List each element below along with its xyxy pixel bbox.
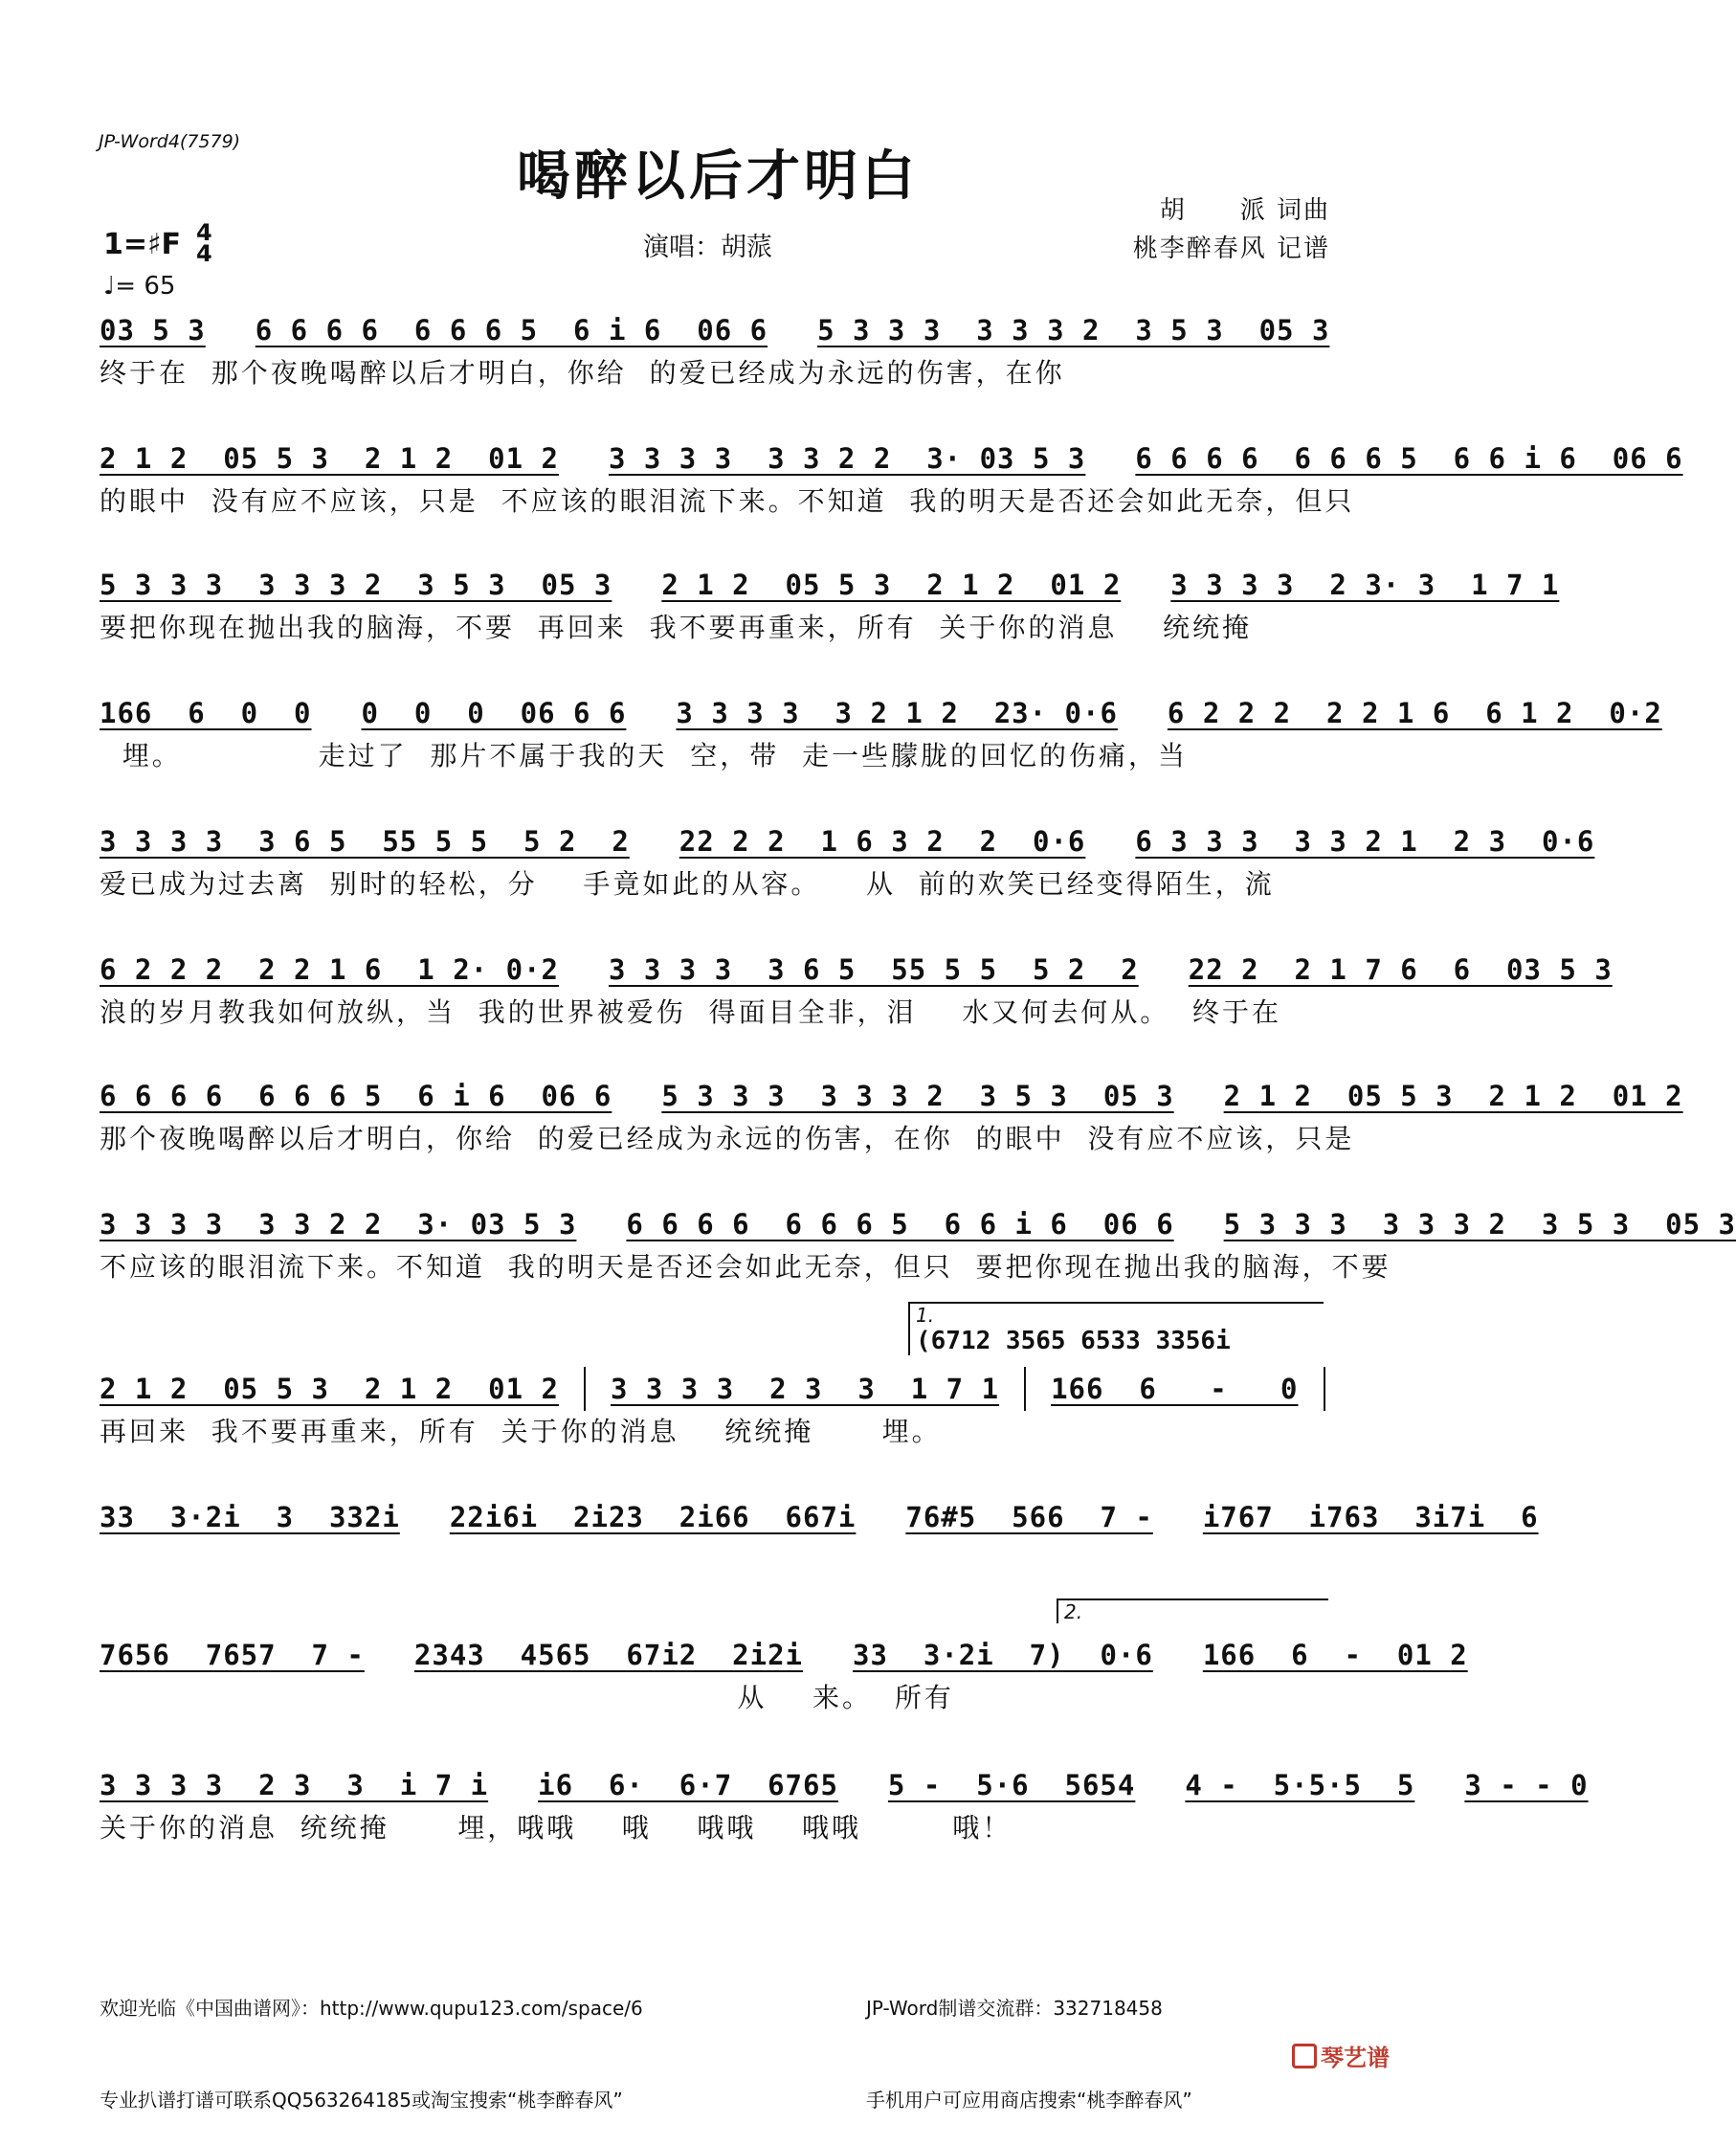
measure: 3 3 3 3 3 6 5 55 5 5 5 2 2 <box>100 825 630 858</box>
measure: 6 6 6 6 6 6 6 5 6 6 i 6 06 6 <box>1135 442 1683 475</box>
measure: 3 - - 0 <box>1464 1769 1589 1801</box>
logo-text: 琴艺谱 <box>1321 2045 1390 2071</box>
score-system <box>100 817 1595 904</box>
footer-contact: 专业扒谱打谱可联系QQ563264185或淘宝搜索“桃李醉春风” <box>100 2089 623 2112</box>
notation-line <box>100 435 1683 482</box>
logo-icon <box>1292 2044 1317 2068</box>
measure: 3 3 3 3 3 6 5 55 5 5 5 2 2 <box>608 953 1139 986</box>
notation-line <box>100 1072 1683 1120</box>
measure: 2343 4565 67i2 2i2i <box>413 1639 804 1671</box>
score-system <box>100 1631 1468 1717</box>
measure: 22 2 2 1 6 3 2 2 0·6 <box>679 825 1086 858</box>
barline <box>1024 1367 1026 1411</box>
notation-line <box>100 561 1560 609</box>
measure: 166 6 0 0 <box>100 697 312 729</box>
lyric-line: 终于在 那个夜晚喝醉以后才明白，你给 的爱已经成为永远的伤害，在你 <box>100 357 1065 389</box>
measure: 0 0 0 06 6 6 <box>361 697 627 729</box>
measure: 6 6 6 6 6 6 6 5 6 i 6 06 6 <box>255 314 768 346</box>
measure: 5 3 3 3 3 3 3 2 3 5 3 05 3 <box>100 569 612 601</box>
score-system <box>100 946 1613 1032</box>
time-signature <box>196 219 212 267</box>
measure: 2 1 2 05 5 3 2 1 2 01 2 <box>1223 1080 1683 1112</box>
measure: 6 2 2 2 2 2 1 6 6 1 2 0·2 <box>1167 697 1662 729</box>
volta-1 <box>908 1302 1324 1355</box>
volta-2 <box>1057 1598 1328 1623</box>
credits <box>1133 191 1330 268</box>
footer-left <box>100 1932 643 2146</box>
notation-line <box>100 1631 1468 1679</box>
measure: i767 i763 3i7i 6 <box>1202 1501 1539 1533</box>
time-numerator: 4 <box>196 219 212 246</box>
lyric-line: 从 来。 所有 <box>100 1682 954 1713</box>
measure: 76#5 566 7 - <box>905 1501 1153 1533</box>
lyric-line: 再回来 我不要再重来，所有 关于你的消息 统统掩 埋。 <box>100 1416 942 1447</box>
measure: 6 3 3 3 3 3 2 1 2 3 0·6 <box>1135 825 1595 858</box>
measure: 3 3 3 3 3 3 2 2 3· 03 5 3 <box>608 442 1086 475</box>
notation-line <box>100 1761 1589 1809</box>
volta-2-label: 2. <box>1064 1600 1083 1623</box>
measure: 7656 7657 7 - <box>100 1639 365 1671</box>
measure: 166 6 - 01 2 <box>1202 1639 1468 1671</box>
measure: 5 3 3 3 3 3 3 2 3 5 3 05 3 <box>1223 1208 1736 1241</box>
measure: 166 6 - 0 <box>1051 1373 1299 1405</box>
score-system <box>100 1365 1334 1451</box>
measure: 2 1 2 05 5 3 2 1 2 01 2 <box>100 1373 559 1405</box>
measure: 3 3 3 3 2 3 3 1 7 1 <box>610 1373 1000 1405</box>
notation-line <box>100 1365 1334 1413</box>
barline <box>584 1367 586 1411</box>
score-system <box>100 561 1560 647</box>
time-denominator: 4 <box>196 240 212 267</box>
measure: 6 6 6 6 6 6 6 5 6 i 6 06 6 <box>100 1080 612 1112</box>
lyric-line: 埋。 走过了 那片不属于我的天 空，带 走一些朦胧的回忆的伤痛，当 <box>100 740 1189 771</box>
notation-line <box>100 817 1595 865</box>
measure: 6 6 6 6 6 6 6 5 6 6 i 6 06 6 <box>626 1208 1174 1241</box>
lyric-line: 那个夜晚喝醉以后才明白，你给 的爱已经成为永远的伤害，在你 的眼中 没有应不应该，只是 <box>100 1123 1355 1154</box>
score-system <box>100 435 1683 521</box>
footer-app: 手机用户可应用商店搜索“桃李醉春风” <box>866 2089 1192 2112</box>
lyric-line: 浪的岁月教我如何放纵，当 我的世界被爱伤 得面目全非，泪 水又何去何从。 终于在 <box>100 996 1282 1028</box>
tempo-marking: ♩= 65 <box>103 272 176 301</box>
measure: 6 2 2 2 2 2 1 6 1 2· 0·2 <box>100 953 559 986</box>
score-system <box>100 1493 1539 1579</box>
notation-line <box>100 946 1613 994</box>
song-title: 喝醉以后才明白 <box>517 145 919 208</box>
key-signature: 1=♯F <box>103 228 182 261</box>
lyric-line: 不应该的眼泪流下来。不知道 我的明天是否还会如此无奈，但只 要把你现在抛出我的脑海，不要 <box>100 1251 1391 1283</box>
measure: 5 3 3 3 3 3 3 2 3 5 3 05 3 <box>817 314 1330 346</box>
measure: 2 1 2 05 5 3 2 1 2 01 2 <box>661 569 1122 601</box>
volta-1-label: 1. <box>916 1304 935 1327</box>
measure: 33 3·2i 7) 0·6 <box>853 1639 1153 1671</box>
score-system <box>100 1761 1589 1847</box>
measure: 4 - 5·5·5 5 <box>1185 1769 1415 1801</box>
measure: 3 3 3 3 3 2 1 2 23· 0·6 <box>676 697 1118 729</box>
lyric-line: 爱已成为过去离 别时的轻松，分 手竟如此的从容。 从 前的欢笑已经变得陌生，流 <box>100 868 1275 900</box>
measure: 3 3 3 3 3 3 2 2 3· 03 5 3 <box>100 1208 577 1241</box>
score-system <box>100 689 1662 775</box>
footer-group: JP-Word制谱交流群：332718458 <box>866 1997 1163 2020</box>
measure: 3 3 3 3 2 3 3 i 7 i <box>100 1769 489 1801</box>
measure: 5 - 5·6 5654 <box>887 1769 1136 1801</box>
footer-site: 欢迎光临《中国曲谱网》：http://www.qupu123.com/space/6 <box>100 1997 643 2020</box>
credit-composer: 胡 派 词曲 <box>1159 196 1330 225</box>
lyric-line: 要把你现在抛出我的脑海，不要 再回来 我不要再重来，所有 关于你的消息 统统掩 <box>100 612 1253 643</box>
singer: 演唱：胡蒎 <box>643 233 772 262</box>
software-watermark: JP-Word4(7579) <box>99 131 241 152</box>
measure: 3 3 3 3 2 3· 3 1 7 1 <box>1170 569 1560 601</box>
volta-1-interlude: (6712 3565 6533 3356i <box>916 1327 1231 1355</box>
measure: 33 3·2i 3 332i <box>100 1501 400 1533</box>
barline <box>1324 1367 1325 1411</box>
lyric-line: 的眼中 没有应不应该，只是 不应该的眼泪流下来。不知道 我的明天是否还会如此无奈，但只 <box>100 485 1355 517</box>
notation-line <box>100 689 1662 737</box>
notation-line <box>100 1200 1736 1248</box>
score-system <box>100 1200 1736 1286</box>
lyric-line <box>100 1541 1334 1579</box>
measure: 22 2 2 1 7 6 6 03 5 3 <box>1188 953 1613 986</box>
footer-right <box>866 1932 1192 2146</box>
measure: 03 5 3 <box>100 314 206 346</box>
score-system <box>100 1072 1683 1158</box>
measure: 2 1 2 05 5 3 2 1 2 01 2 <box>100 442 559 475</box>
measure: 22i6i 2i23 2i66 667i <box>449 1501 857 1533</box>
measure: i6 6· 6·7 6765 <box>538 1769 838 1801</box>
measure: 5 3 3 3 3 3 3 2 3 5 3 05 3 <box>661 1080 1174 1112</box>
credit-transcriber: 桃李醉春风 记谱 <box>1132 235 1330 263</box>
site-logo <box>1292 2039 1390 2072</box>
lyric-line: 关于你的消息 统统掩 埋，哦哦 哦 哦哦 哦哦 哦！ <box>100 1812 1013 1844</box>
score-system <box>100 306 1334 392</box>
notation-line <box>100 1493 1539 1541</box>
notation-line <box>100 306 1334 354</box>
